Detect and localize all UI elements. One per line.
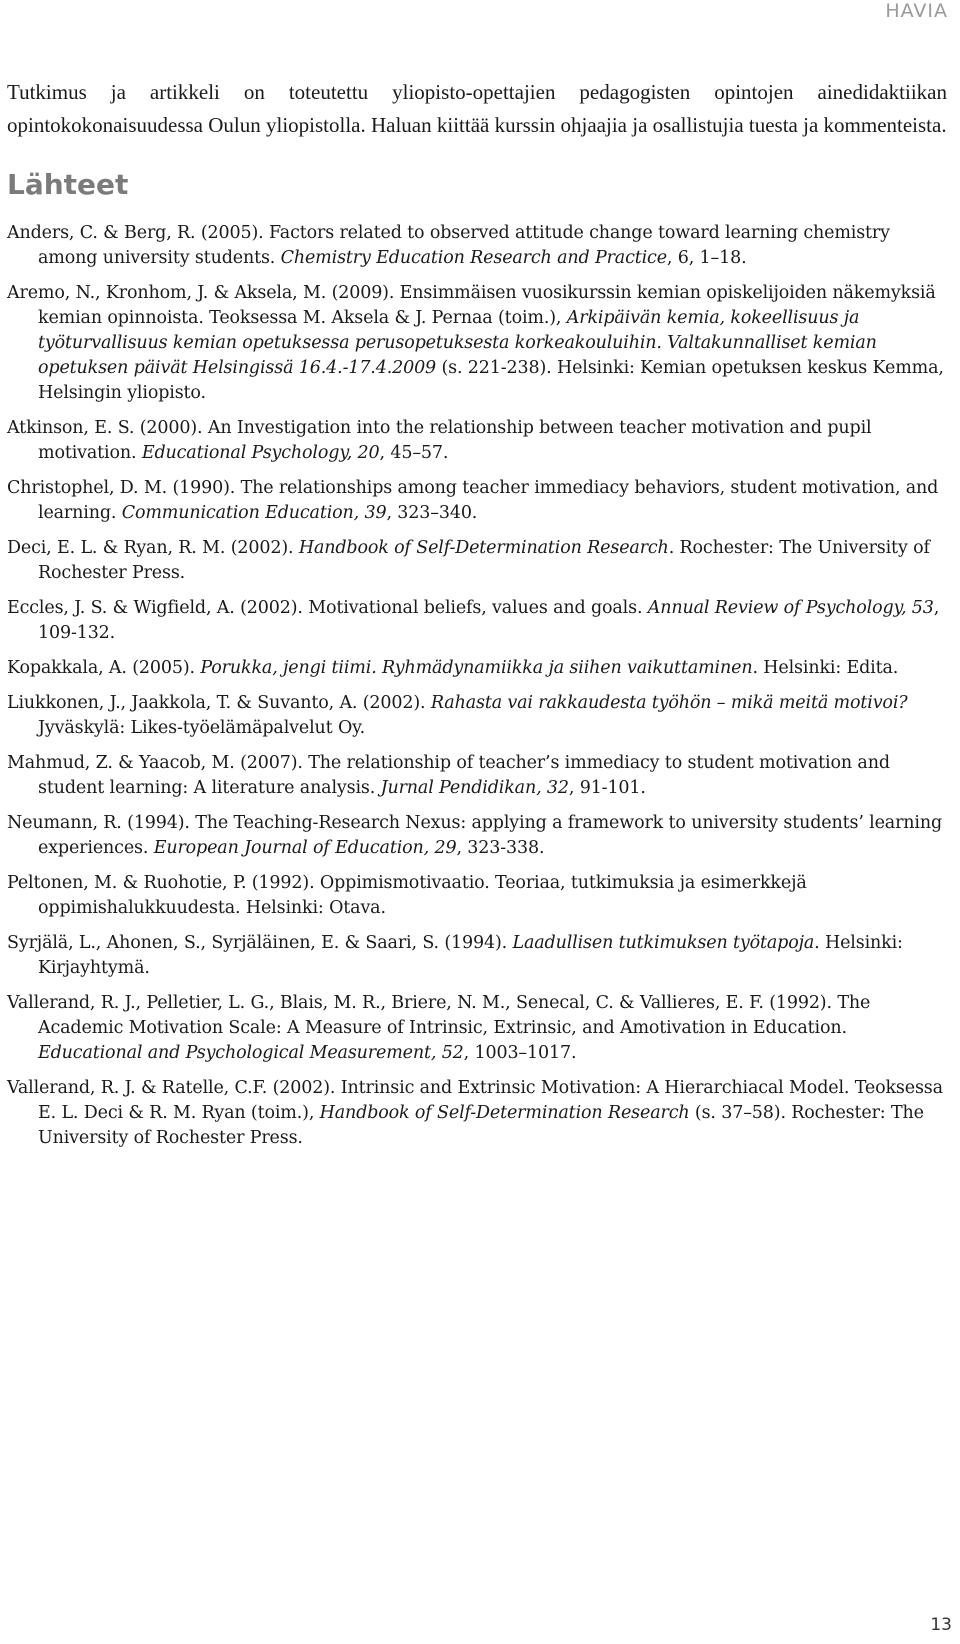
reference-italic: European Journal of Education, 29 bbox=[153, 838, 457, 858]
reference-text: Syrjälä, L., Ahonen, S., Syrjäläinen, E. & Saari, S. (1994). bbox=[7, 933, 513, 953]
reference-text: Kopakkala, A. (2005). bbox=[7, 658, 201, 678]
reference-italic: Rahasta vai rakkaudesta työhön – mikä meitä motivoi? bbox=[430, 693, 908, 713]
reference-text: Aremo, N., Kronhom, J. & Aksela, M. (2009). Ensimmäisen vuosikurssin kemian opiskelijoiden näkemyksiä kemian opinnoista. Teoksessa M. Aksela & J. Pernaa (toim.), bbox=[7, 283, 936, 328]
reference-text: Vallerand, R. J., Pelletier, L. G., Blais, M. R., Briere, N. M., Senecal, C. & Vallieres, E. F. (1992). The Academic Motivation Scale: A Measure of Intrinsic, Extrinsic, and Amotivation in Education. bbox=[7, 993, 871, 1038]
reference-text: Eccles, J. S. & Wigfield, A. (2002). Motivational beliefs, values and goals. bbox=[7, 598, 648, 618]
reference-italic: Educational and Psychological Measurement, 52 bbox=[38, 1043, 464, 1063]
page-content bbox=[7, 76, 947, 1161]
reference-item bbox=[7, 416, 947, 466]
page-number: 13 bbox=[930, 1615, 952, 1635]
reference-item bbox=[7, 476, 947, 526]
reference-italic: Jurnal Pendidikan, 32 bbox=[380, 778, 569, 798]
reference-item bbox=[7, 931, 947, 981]
reference-item bbox=[7, 751, 947, 801]
reference-text-end: , 323-338. bbox=[456, 838, 545, 858]
reference-text-end: . Helsinki: Kirjayhtymä. bbox=[38, 933, 903, 978]
reference-item bbox=[7, 596, 947, 646]
reference-text-end: (s. 37–58). Rochester: The University of Rochester Press. bbox=[38, 1103, 924, 1148]
reference-text-end: , 45–57. bbox=[379, 443, 449, 463]
acknowledgement-paragraph: Tutkimus ja artikkeli on toteutettu yliopisto-opettajien pedagogisten opintojen ainedidaktiikan opintokokonaisuudessa Oulun yliopistolla. Haluan kiittää kurssin ohjaajia ja osallistujia tuesta ja kommenteista. bbox=[7, 80, 947, 137]
reference-text-end: , 91-101. bbox=[568, 778, 646, 798]
reference-item bbox=[7, 691, 947, 741]
reference-text: Deci, E. L. & Ryan, R. M. (2002). bbox=[7, 538, 299, 558]
reference-text: Vallerand, R. J. & Ratelle, C.F. (2002). Intrinsic and Extrinsic Motivation: A Hierarchiacal Model. Teoksessa E. L. Deci & R. M. Ryan (toim.), bbox=[7, 1078, 943, 1123]
reference-text: Peltonen, M. & Ruohotie, P. (1992). Oppimismotivaatio. Teoriaa, tutkimuksia ja esimerkkejä oppimishalukkuudesta. Helsinki: Otava. bbox=[7, 873, 807, 918]
reference-item bbox=[7, 221, 947, 271]
reference-text: Atkinson, E. S. (2000). An Investigation into the relationship between teacher motivation and pupil motivation. bbox=[7, 418, 872, 463]
reference-text: Neumann, R. (1994). The Teaching-Research Nexus: applying a framework to university students’ learning experiences. bbox=[7, 813, 943, 858]
reference-text-end: , 323–340. bbox=[386, 503, 478, 523]
reference-item bbox=[7, 656, 947, 681]
reference-text: Anders, C. & Berg, R. (2005). Factors related to observed attitude change toward learning chemistry among university students. bbox=[7, 223, 890, 268]
reference-italic: Arkipäivän kemia, kokeellisuus ja työturvallisuus kemian opetuksessa perusopetuksesta korkeakouluihin. Valtakunnalliset kemian opetuksen päivät Helsingissä 16.4.-17.4.2009 bbox=[38, 308, 877, 378]
reference-text-end: Jyväskylä: Likes-työelämäpalvelut Oy. bbox=[38, 718, 365, 738]
reference-item bbox=[7, 991, 947, 1066]
reference-item bbox=[7, 536, 947, 586]
reference-list bbox=[7, 221, 947, 1151]
reference-text-end: (s. 221-238). Helsinki: Kemian opetuksen keskus Kemma, Helsingin yliopisto. bbox=[38, 358, 944, 403]
reference-italic: Laadullisen tutkimuksen työtapoja bbox=[512, 933, 815, 953]
reference-text-end: , 109-132. bbox=[38, 598, 940, 643]
reference-text-end: . Rochester: The University of Rochester Press. bbox=[38, 538, 930, 583]
reference-text: Liukkonen, J., Jaakkola, T. & Suvanto, A. (2002). bbox=[7, 693, 431, 713]
reference-text: Mahmud, Z. & Yaacob, M. (2007). The relationship of teacher’s immediacy to student motivation and student learning: A literature analysis. bbox=[7, 753, 890, 798]
reference-italic: Handbook of Self-Determination Research bbox=[298, 538, 669, 558]
reference-item bbox=[7, 281, 947, 406]
reference-italic: Porukka, jengi tiimi. Ryhmädynamiikka ja siihen vaikuttaminen bbox=[200, 658, 753, 678]
reference-italic: Communication Education, 39 bbox=[121, 503, 387, 523]
section-title-references: Lähteet bbox=[7, 168, 129, 201]
reference-text: Christophel, D. M. (1990). The relationships among teacher immediacy behaviors, student motivation, and learning. bbox=[7, 478, 939, 523]
reference-italic: Educational Psychology, 20 bbox=[141, 443, 380, 463]
running-header: HAVIA bbox=[885, 0, 948, 22]
reference-item bbox=[7, 871, 947, 921]
reference-text-end: . Helsinki: Edita. bbox=[752, 658, 899, 678]
reference-text-end: , 6, 1–18. bbox=[666, 248, 747, 268]
reference-italic: Handbook of Self-Determination Research bbox=[319, 1103, 690, 1123]
reference-text-end: , 1003–1017. bbox=[463, 1043, 577, 1063]
reference-item bbox=[7, 811, 947, 861]
reference-item bbox=[7, 1076, 947, 1151]
reference-italic: Annual Review of Psychology, 53 bbox=[647, 598, 934, 618]
reference-italic: Chemistry Education Research and Practice bbox=[280, 248, 667, 268]
